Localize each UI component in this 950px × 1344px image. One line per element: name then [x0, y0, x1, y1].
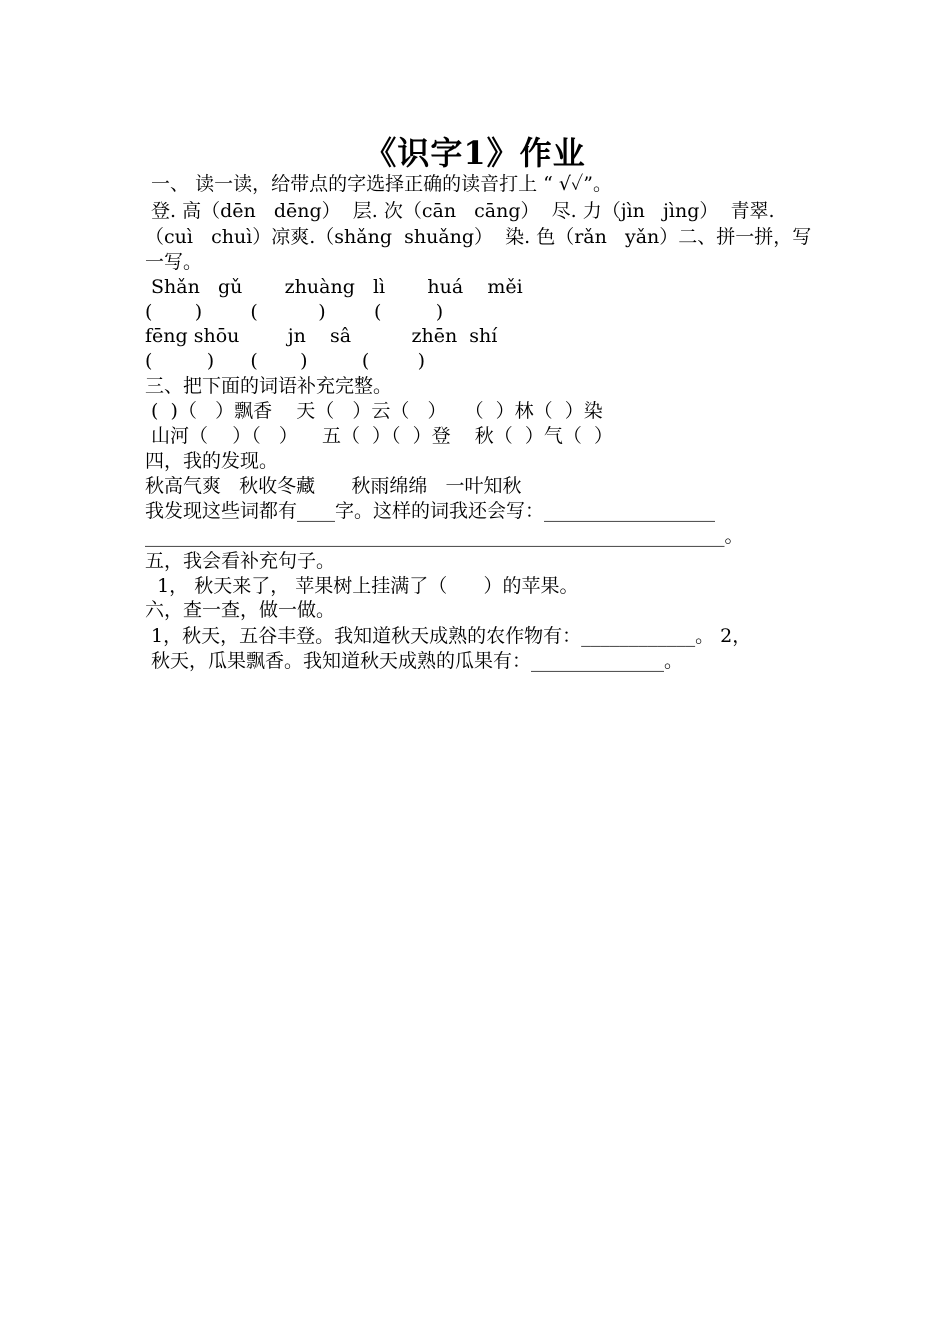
section-5-heading: 五，我会看补充句子。 — [145, 550, 336, 572]
section-6-item-2: 秋天，瓜果飘香。我知道秋天成熟的瓜果有：______________。 — [145, 650, 684, 672]
section-6-item-1: 1，秋天，五谷丰登。我知道秋天成熟的农作物有：____________。 2， — [145, 625, 752, 647]
section-3-row-2: 山河（ ）（ ） 五（ ）（ ）登 秋（ ）气（ ） — [145, 425, 613, 447]
section-6-heading: 六，查一查，做一做。 — [145, 599, 336, 621]
page-title: 《识字1》作业 — [364, 134, 586, 172]
section-5-sentence: 1， 秋天来了， 苹果树上挂满了（ ）的苹果。 — [145, 575, 579, 597]
section-3-heading: 三、把下面的词语补充完整。 — [145, 375, 393, 397]
pinyin-row-1: Shǎn gǔ zhuàng lì huá měi — [145, 276, 523, 298]
section-4-heading: 四，我的发现。 — [145, 450, 279, 472]
section-4-blank-line: _____________________________________________________________。 — [145, 525, 744, 547]
section-1-instruction: 一、 读一读，给带点的字选择正确的读音打上 “ √✓”。 — [145, 173, 612, 195]
section-1-row-2: （cuì chuì）凉爽.（shǎng shuǎng） 染. 色（rǎn yǎn）二、拼一拼，写 — [145, 226, 812, 248]
section-2-heading-tail: 一写。 — [145, 251, 203, 273]
section-3-row-1: ( )（ ）飘香 天（ ）云（ ） （ ）林（ ）染 — [145, 400, 603, 422]
pinyin-row-2: fēng shōu jn sâ zhēn shí — [145, 325, 498, 347]
section-4-discovery: 我发现这些词都有____字。这样的词我还会写：__________________ — [145, 500, 716, 522]
section-1-row-1: 登. 高（dēn dēng） 层. 次（cān cāng） 尽. 力（jìn jìng） 青翠. — [145, 200, 775, 222]
section-4-words: 秋高气爽 秋收冬藏 秋雨绵绵 一叶知秋 — [145, 475, 522, 497]
answer-blanks-row-1: ( ) ( ) ( ) — [145, 301, 444, 323]
answer-blanks-row-2: ( ) ( ) ( ) — [145, 350, 426, 372]
